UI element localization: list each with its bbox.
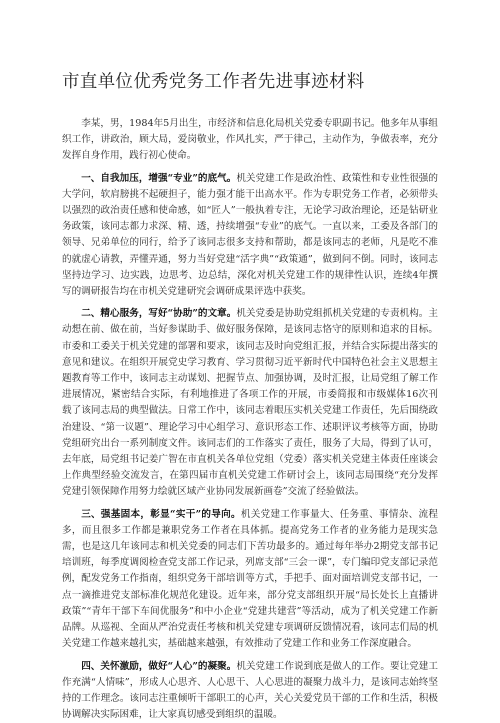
section-4-body: 机关党建工作说到底是做人的工作。要让党建工作充满“人情味”，形成人心思齐、人心思干、人心思进的凝聚力战斗力，是该同志始终坚持的工作理念。该同志注重倾听干部职工的心声，关心关爱党员干部的工作和生活，积极协调解决实际困难，让大家真切感受到组织的温暖。: [62, 660, 438, 721]
section-4-paragraph: [62, 659, 438, 721]
section-3-paragraph: [62, 507, 438, 653]
intro-paragraph: 李某，男，1984年5月出生，市经济和信息化局机关党委专职副书记。他多年从事组织工作，讲政治，顾大局，爱岗敬业，作风扎实，严于律己，主动作为，争做表率，充分发挥自身作用，践行初心使命。: [62, 118, 438, 162]
document-title: 市直单位优秀党务工作者先进事迹材料: [62, 72, 365, 92]
section-1-paragraph: [62, 171, 438, 301]
document-body: [62, 116, 439, 721]
section-3-heading: 三、强基固本，彰显“实干”的导向。: [81, 508, 241, 520]
section-1-heading: 一、自我加压，增强“专业”的底气。: [81, 172, 237, 184]
document-page: [62, 0, 439, 721]
section-2-heading: 二、精心服务，写好“协助”的文章。: [81, 308, 237, 320]
section-2-body: 机关党委是协助党组抓机关党建的专责机构。主动想在前、做在前，当好参谋助手、做好服务保障，是该同志恪守的原则和追求的目标。市委和工委关于机关党建的部署和要求，该同志及时向党组汇报，并结合实际提出落实的意见和建议。在组织开展党史学习教育、学习贯彻习近平新时代中国特色社会主义思想主题教育等工作中，该同志主动谋划、把握节点、加强协调，及时汇报，让局党组了解工作进展情况，紧密结合实际，有利地推进了各项工作的开展，市委简报和市级媒体16次刊载了该同志局的典型做法。日常工作中，该同志着眼压实机关党建工作责任，先后围绕政治建设、“第一议题”、理论学习中心组学习、意识形态工作、述职评议考核等方面，协助党组研究出台一系列制度文件。该同志们的工作落实了责任，服务了大局，得到了认可，去年底，局党组书记姜广智在市直机关各单位党组（党委）落实机关党建主体责任座谈会上作典型经验交流发言，在第四届市直机关党建工作研讨会上，该同志局围绕“充分发挥党建引领保障作用努力绘就区域产业协同发展新画卷”交流了经验做法。: [62, 308, 438, 498]
section-3-body: 机关党建工作事量大、任务重、事情杂、流程多，而且很多工作都是兼职党务工作者在具体抓。提高党务工作者的业务能力是现实急需，也是这几年该同志和机关党委的同志们下苦功最多的。通过每年举办2期党支部书记培训班，每季度调阅检查党支部工作记录，列席支部“三会一课”，专门编印党支部记录范例，配发党务工作指南，组织党务干部培训等方式，手把手、面对面培训党支部书记，一点一滴推进党支部标准化规范化建设。近年来，部分党支部组织开展“局长处长上直播讲政策”“青年干部下车间优服务”和中小企业“党建共建营”等活动，成为了机关党建工作新品牌。从巡视、全面从严治党责任考核和机关党建专项调研反馈情况看，该同志们局的机关党建工作越来越扎实，基础越来越强，有效推动了党建工作和业务工作深度融合。: [62, 508, 439, 650]
section-2-paragraph: [62, 306, 438, 500]
section-1-body: 机关党建工作是政治性、政策性和专业性很强的大学问，软肩膀挑不起硬担子，能力强才能干出高水平。作为专职党务工作者，必须带头以强烈的政治责任感和使命感，如“匠人”一般执着专注，无论学习政治理论，还是钻研业务政策，该同志都力求深、精、透，持续增强“专业”的底气。一直以来，工委及各部门的领导、兄弟单位的同行，给予了该同志很多支持和帮助，都是该同志的老师，凡是吃不准的就虚心请教，弄懂弄通，努力当好党建“活字典”“政策通”，做到问不倒。同时，该同志坚持边学习、边实践，边思考、边总结，深化对机关党建工作的规律性认识，连续4年撰写的调研报告均在市机关党建研究会调研成果评选中获奖。: [62, 172, 438, 298]
section-4-heading: 四、关怀激励，做好“人心”的凝聚。: [81, 660, 237, 672]
